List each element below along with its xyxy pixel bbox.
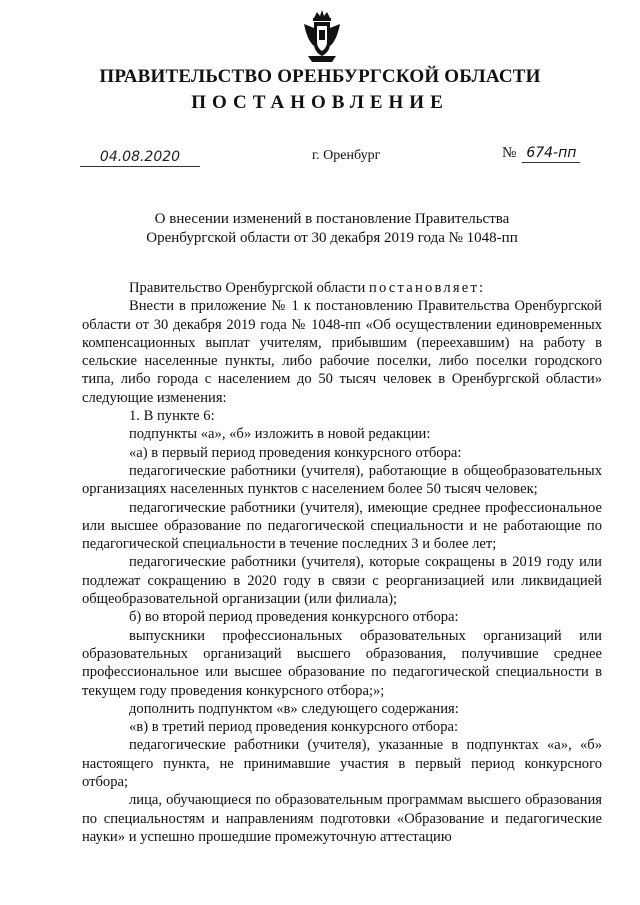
document-body	[82, 279, 602, 846]
body-paragraph: педагогические работники (учителя), имеющие среднее профессиональное или высшее образование по педагогической специальности и не работающие по педагогической специальности в течение последних 3 и более лет;	[82, 499, 602, 553]
document-number	[502, 145, 580, 162]
document-date: 04.08.2020	[80, 149, 200, 167]
body-paragraph: подпункты «а», «б» изложить в новой редакции:	[129, 426, 431, 443]
coat-of-arms-icon	[300, 8, 344, 64]
body-paragraph: лица, обучающиеся по образовательным программам высшего образования по специальностям и направлениям подготовки «Образование и педагогические науки» и успешно прошедшие промежуточную аттестацию	[82, 792, 602, 845]
body-paragraph: педагогические работники (учителя), работающие в общеобразовательных организациях населенных пунктов с населением более 50 тысяч человек;	[82, 462, 602, 498]
body-paragraph: выпускники профессиональных образовательных организаций или образовательных организаций высшего образования, получившие среднее профессиональное или высшее образование по педагогической специальности в текущем году проведения конкурсного отбора;»;	[82, 627, 602, 699]
body-paragraph: педагогические работники (учителя), которые сокращены в 2019 году или подлежат сокращению в 2020 году в связи с реорганизацией или ликвидацией общеобразовательной организации (или филиала);	[82, 554, 602, 608]
body-intro	[82, 279, 602, 297]
number-prefix: №	[502, 145, 517, 161]
document-subject: О внесении изменений в постановление Правительства Оренбургской области от 30 декабря 2019 года № 1048-пп	[146, 211, 518, 246]
body-paragraph: б) во второй период проведения конкурсного отбора:	[129, 609, 459, 626]
number-value: 674-пп	[522, 145, 580, 163]
body-paragraph: педагогические работники (учителя), указанные в подпунктах «а», «б» настоящего пункта, не принимавшие участия в первый период конкурсного отбора;	[82, 737, 602, 791]
intro-decree-word: постановляет:	[368, 280, 486, 296]
government-name: ПРАВИТЕЛЬСТВО ОРЕНБУРГСКОЙ ОБЛАСТИ	[99, 66, 541, 87]
body-paragraph: Внести в приложение № 1 к постановлению Правительства Оренбургской области от 30 декабря 2019 года № 1048-пп «Об осуществлении единовременных компенсационных выплат учителям, прибывшим (переехавшим) на работу в сельские населенные пункты, либо рабочие поселки, либо поселки городского типа, либо города с населением до 50 тысяч человек в Оренбургской области» следующие изменения:	[82, 298, 602, 406]
body-paragraph: «в) в третий период проведения конкурсного отбора:	[129, 719, 459, 736]
intro-text: Правительство Оренбургской области	[129, 280, 369, 296]
body-paragraph: дополнить подпунктом «в» следующего содержания:	[129, 700, 459, 717]
document-type-title: ПОСТАНОВЛЕНИЕ	[191, 92, 449, 113]
body-paragraph: 1. В пункте 6:	[129, 408, 215, 425]
document-city: г. Оренбург	[312, 148, 381, 163]
body-paragraph: «а) в первый период проведения конкурсного отбора:	[129, 444, 462, 461]
